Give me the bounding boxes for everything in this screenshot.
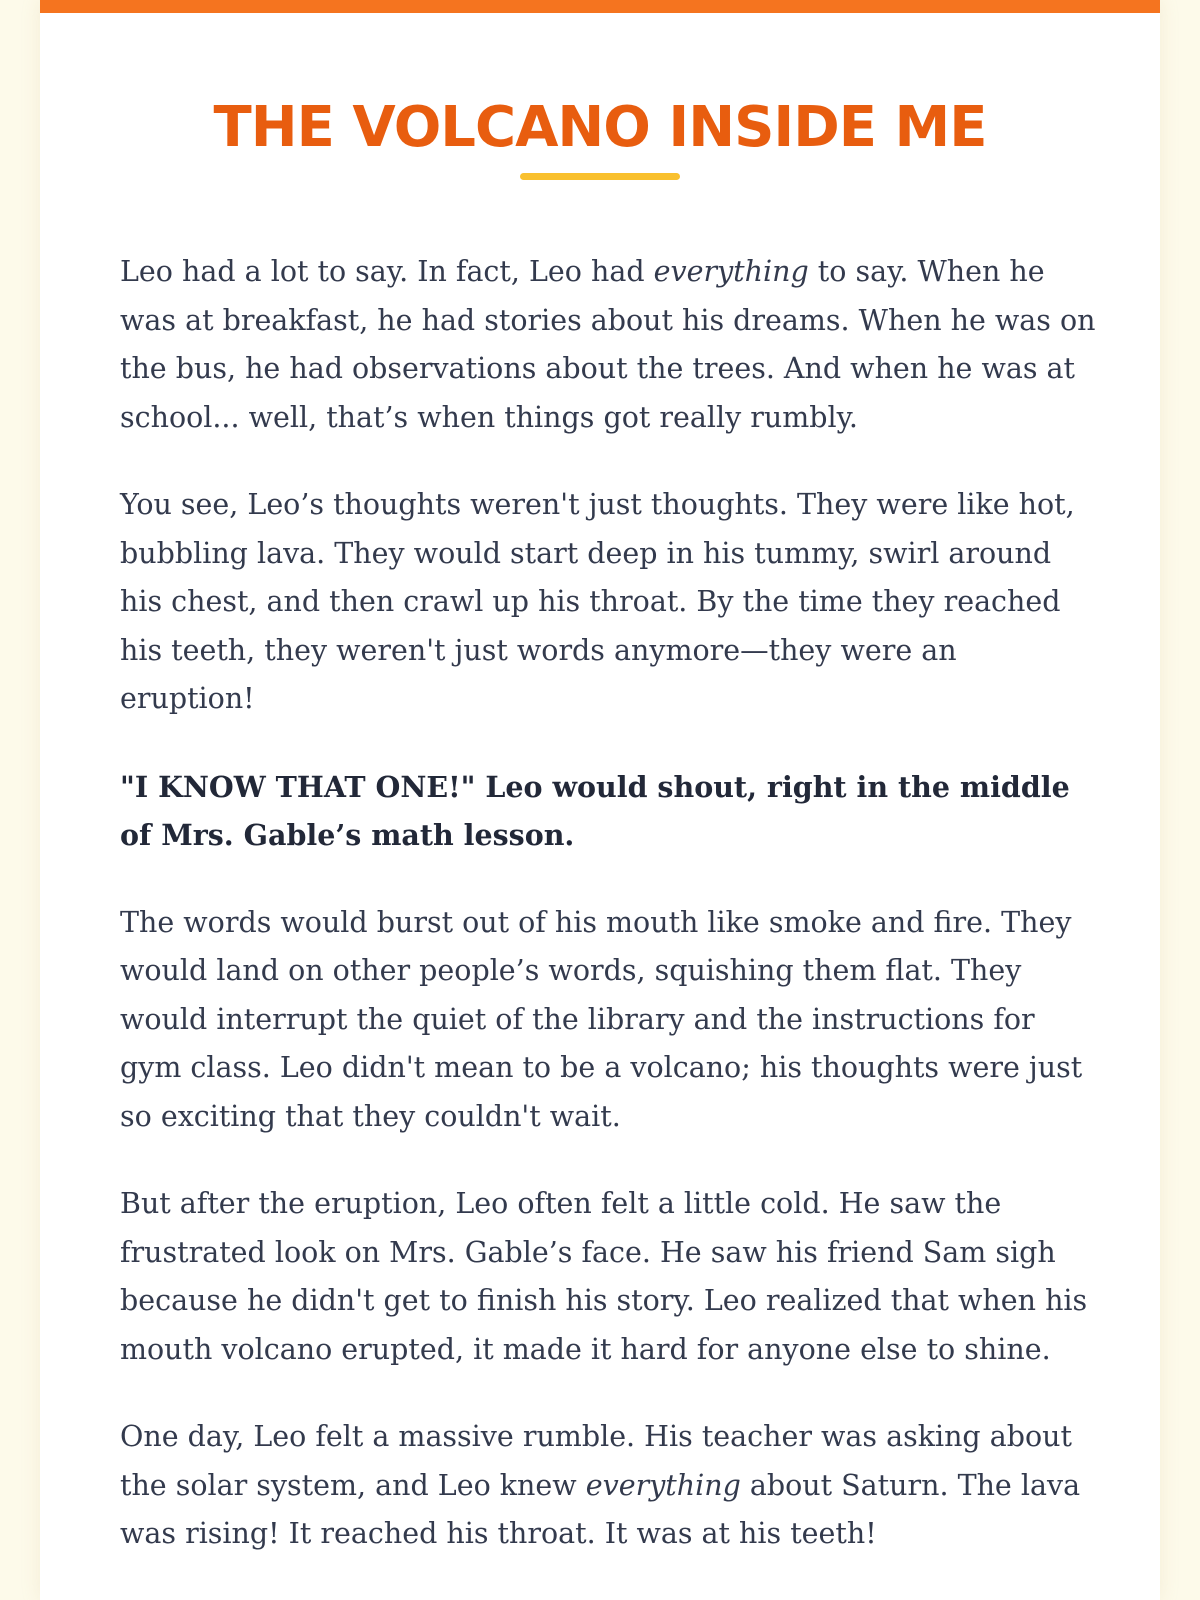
paragraph-text: about Saturn. The lava was rising! It reached his throat. It was at his teeth! — [120, 1468, 1081, 1550]
story-paragraph — [120, 1413, 1100, 1559]
emphasis-text: everything — [653, 255, 809, 288]
emphasis-text: everything — [585, 1468, 741, 1502]
paragraph-text: One day, Leo felt a massive rumble. His teacher was asking about the solar system, and Leo knew — [120, 1420, 1072, 1502]
story-body — [120, 248, 1100, 1598]
accent-bar — [40, 0, 1160, 13]
paragraph-text: Leo had a lot to say. In fact, Leo had — [120, 255, 654, 288]
page-title: THE VOLCANO INSIDE ME — [213, 95, 987, 160]
story-paragraph: But after the eruption, Leo often felt a little cold. He saw the frustrated look on Mrs. Gable’s face. He saw his friend Sam sigh because he didn't get to finish his story. Leo realized that when his mouth volcano erupted, it made it hard for anyone else to shine. — [120, 1187, 1088, 1366]
story-paragraph: You see, Leo’s thoughts weren't just thoughts. They were like hot, bubbling lava. They would start deep in his tummy, swirl around his chest, and then crawl up his throat. By the time they reached his teeth, they weren't just words anymore—they were an eruption! — [120, 488, 1075, 715]
title-underline — [520, 173, 680, 180]
paragraph-text: to say. When he was at breakfast, he had stories about his dreams. When he was on the bus, he had observations about the trees. And when he was at school... well, that’s when things got really rumbly. — [120, 255, 1096, 434]
story-paragraph: The words would burst out of his mouth like smoke and fire. They would land on other people’s words, squishing them flat. They would interrupt the quiet of the library and the instructions for gym class. Leo didn't mean to be a volcano; his thoughts were just so exciting that they couldn't wait. — [120, 905, 1083, 1133]
story-card — [40, 0, 1160, 1600]
story-paragraph — [120, 248, 1100, 442]
story-paragraph-shout: "I KNOW THAT ONE!" Leo would shout, right in the middle of Mrs. Gable’s math lesson. — [120, 769, 1070, 852]
